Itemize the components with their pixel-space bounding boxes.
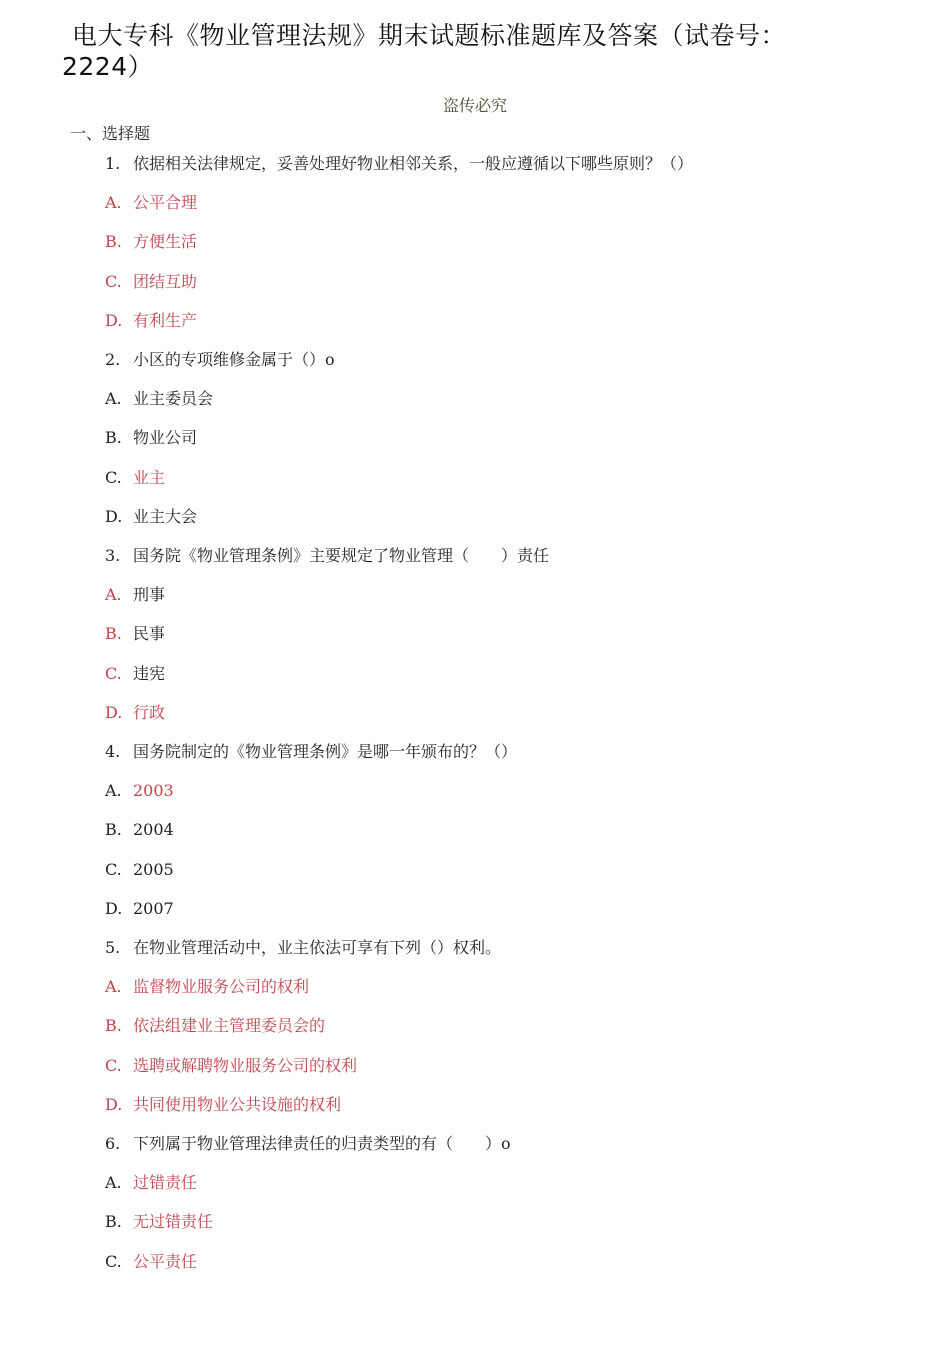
- question-3: [105, 546, 549, 566]
- option-4-b: [105, 820, 174, 840]
- option-text: 业主: [133, 468, 166, 487]
- subtitle: 盗传必究: [442, 96, 507, 115]
- question-6: [105, 1134, 511, 1154]
- section-heading: 一、选择题: [70, 124, 151, 143]
- option-label: A.: [105, 193, 122, 212]
- question-2: [105, 350, 335, 370]
- option-label: A.: [105, 1173, 122, 1192]
- title-line-2: 2224）: [62, 52, 154, 81]
- question-number: 1.: [105, 154, 121, 173]
- option-label: C.: [105, 860, 122, 879]
- option-text: 2004: [133, 820, 174, 839]
- option-label: D.: [105, 311, 123, 330]
- option-6-b: [105, 1212, 213, 1232]
- option-label: B.: [105, 1212, 122, 1231]
- option-1-c: [105, 272, 197, 292]
- question-number: 4.: [105, 742, 121, 761]
- option-text: 有利生产: [133, 311, 198, 330]
- option-text: 公平责任: [133, 1252, 198, 1271]
- option-label: C.: [105, 1252, 122, 1271]
- option-5-b: [105, 1016, 325, 1036]
- option-4-a: [105, 781, 174, 801]
- option-text: 违宪: [133, 664, 166, 683]
- option-4-d: [105, 899, 174, 919]
- option-label: D.: [105, 507, 123, 526]
- option-text: 共同使用物业公共设施的权利: [133, 1095, 342, 1114]
- option-text: 刑事: [133, 585, 166, 604]
- question-text: 在物业管理活动中，业主依法可享有下列（）权利。: [133, 938, 502, 957]
- option-label: D.: [105, 899, 123, 918]
- option-text: 2007: [133, 899, 174, 918]
- option-label: D.: [105, 703, 123, 722]
- question-number: 2.: [105, 350, 121, 369]
- option-2-a: [105, 389, 213, 409]
- option-label: D.: [105, 1095, 123, 1114]
- question-4: [105, 742, 517, 762]
- question-5: [105, 938, 501, 958]
- option-1-a: [105, 193, 197, 213]
- option-6-a: [105, 1173, 197, 1193]
- option-3-b: [105, 624, 165, 644]
- question-text: 国务院《物业管理条例》主要规定了物业管理（ ）责任: [133, 546, 550, 565]
- option-text: 选聘或解聘物业服务公司的权利: [133, 1056, 358, 1075]
- option-5-a: [105, 977, 309, 997]
- option-2-d: [105, 507, 197, 527]
- option-text: 业主大会: [133, 507, 198, 526]
- question-number: 5.: [105, 938, 121, 957]
- option-label: B.: [105, 820, 122, 839]
- option-label: B.: [105, 428, 122, 447]
- title-line-1: 电大专科《物业管理法规》期末试题标准题库及答案（试卷号：: [72, 21, 787, 50]
- option-4-c: [105, 860, 174, 880]
- option-label: A.: [105, 977, 122, 996]
- option-5-d: [105, 1095, 341, 1115]
- option-text: 业主委员会: [133, 389, 214, 408]
- option-3-c: [105, 664, 165, 684]
- option-text: 监督物业服务公司的权利: [133, 977, 310, 996]
- option-text: 行政: [133, 703, 166, 722]
- option-3-a: [105, 585, 165, 605]
- option-1-d: [105, 311, 197, 331]
- option-text: 无过错责任: [133, 1212, 214, 1231]
- option-text: 依法组建业主管理委员会的: [133, 1016, 326, 1035]
- option-label: A.: [105, 389, 122, 408]
- option-3-d: [105, 703, 165, 723]
- option-text: 过错责任: [133, 1173, 198, 1192]
- question-1: [105, 154, 693, 174]
- option-1-b: [105, 232, 197, 252]
- option-label: B.: [105, 1016, 122, 1035]
- option-text: 公平合理: [133, 193, 198, 212]
- option-text: 2005: [133, 860, 174, 879]
- option-2-b: [105, 428, 197, 448]
- question-number: 6.: [105, 1134, 121, 1153]
- option-text: 团结互助: [133, 272, 198, 291]
- option-6-c: [105, 1252, 197, 1272]
- option-label: B.: [105, 232, 122, 251]
- option-text: 2003: [133, 781, 174, 800]
- option-text: 民事: [133, 624, 166, 643]
- question-text: 下列属于物业管理法律责任的归责类型的有（ ）o: [133, 1134, 511, 1153]
- option-label: B.: [105, 624, 122, 643]
- option-label: C.: [105, 468, 122, 487]
- option-5-c: [105, 1056, 357, 1076]
- option-label: C.: [105, 1056, 122, 1075]
- option-text: 物业公司: [133, 428, 198, 447]
- option-label: A.: [105, 585, 122, 604]
- question-text: 依据相关法律规定，妥善处理好物业相邻关系，一般应遵循以下哪些原则？（）: [133, 154, 694, 173]
- option-text: 方便生活: [133, 232, 198, 251]
- option-2-c: [105, 468, 165, 488]
- question-text: 国务院制定的《物业管理条例》是哪一年颁布的？（）: [133, 742, 518, 761]
- option-label: A.: [105, 781, 122, 800]
- option-label: C.: [105, 664, 122, 683]
- question-number: 3.: [105, 546, 121, 565]
- option-label: C.: [105, 272, 122, 291]
- question-text: 小区的专项维修金属于（）o: [133, 350, 335, 369]
